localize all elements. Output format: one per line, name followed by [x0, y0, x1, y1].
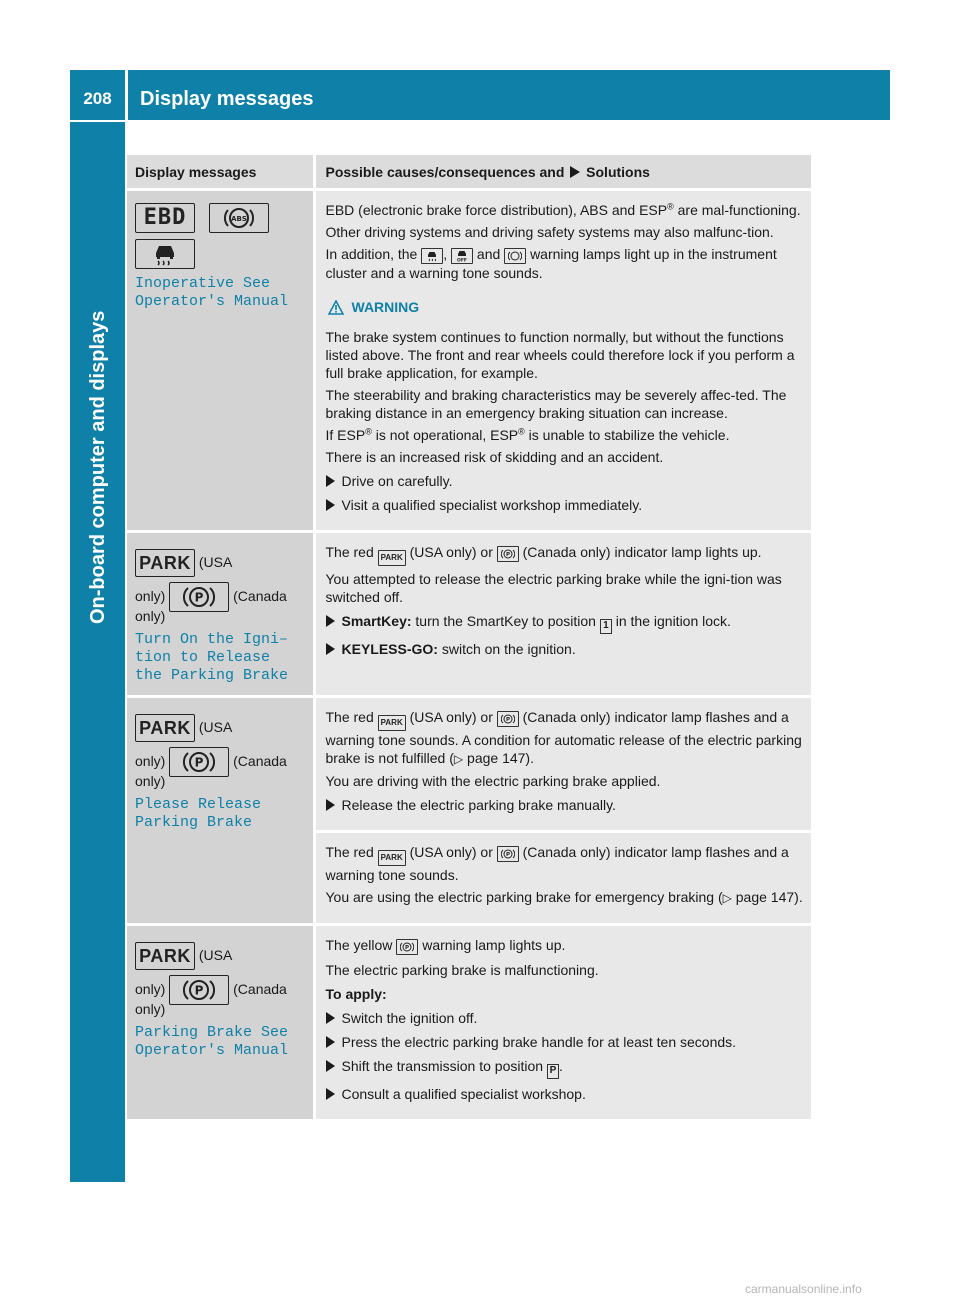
display-cell-turn-on-ignition: PARK (USA only) P (Canada only) Turn On the Igni– tion to Release the Parking Brake: [127, 532, 314, 697]
solutions-cell-malfunction: The yellow P warning lamp lights up. The electric parking brake is malfunctioning. To apply: Switch the ignition off. Press the electric parking brake handle for at least ten seconds. Shift the transmission to position P . Consult a qualified specialist workshop.: [314, 925, 811, 1119]
header-divider: [125, 70, 128, 120]
warning-triangle-icon: [328, 300, 344, 315]
side-tab: [70, 122, 125, 1182]
page-reference-link[interactable]: page 147).: [735, 889, 803, 905]
solution-step: Shift the transmission to position P .: [326, 1057, 804, 1079]
solutions-cell-turn-on-ignition: The red PARK (USA only) or P (Canada only) indicator lamp lights up. You attempted to release the electric parking brake while the igni-tion was switched off. SmartKey: turn the SmartKey to position 1 in the ignition lock. KEYLESS-GO: switch on the ignition.: [314, 532, 811, 697]
warning-heading: WARNING: [328, 298, 804, 316]
solution-step: Visit a qualified specialist workshop immediately.: [326, 496, 804, 514]
column-header-causes-solutions: Possible causes/consequences and Solutions: [314, 155, 811, 190]
side-tab-title: On-board computer and displays: [87, 310, 109, 624]
arrow-icon: [326, 643, 335, 655]
arrow-icon: [326, 1060, 335, 1072]
svg-text:OFF: OFF: [457, 258, 468, 262]
ebd-icon: EBD: [135, 203, 195, 233]
table-row-please-release: [127, 697, 811, 832]
solution-step: Consult a qualified specialist workshop.: [326, 1085, 804, 1103]
display-messages-table: [127, 155, 811, 1119]
display-cell-malfunction: PARK (USA only) P (Canada only) Parking Brake See Operator's Manual: [127, 925, 314, 1119]
arrow-icon: [326, 1036, 335, 1048]
parking-brake-icon: [169, 975, 229, 1005]
parking-brake-small-icon: [497, 711, 519, 727]
key-position-1-icon: 1: [600, 619, 612, 634]
solution-step: SmartKey: turn the SmartKey to position 1 in the ignition lock.: [326, 612, 804, 634]
solutions-cell-please-release-b: The red PARK (USA only) or P (Canada only) indicator lamp flashes and a warning tone sounds. You are using the electric parking brake for emergency braking (▷ page 147).: [314, 832, 811, 925]
parking-brake-icon: [169, 747, 229, 777]
svg-text:P: P: [194, 590, 204, 605]
display-cell-please-release: PARK (USA only) P (Canada only) Please Release Parking Brake: [127, 697, 314, 925]
display-text: Please Release Parking Brake: [135, 796, 262, 831]
park-icon: PARK: [135, 549, 195, 577]
display-cell-ebd: [127, 190, 314, 532]
parking-brake-icon: [169, 582, 229, 612]
arrow-icon: [326, 1012, 335, 1024]
esp-skid-small-icon: [421, 248, 443, 264]
column-header-display-messages: Display messages: [127, 155, 314, 190]
parking-brake-small-icon: [497, 546, 519, 562]
arrow-icon: [326, 499, 335, 511]
display-text: Turn On the Igni– tion to Release the Parking Brake: [135, 631, 289, 684]
arrow-icon: [326, 615, 335, 627]
solutions-cell-ebd: EBD (electronic brake force distribution), ABS and ESP® are mal-functioning. Other driving systems and driving safety systems may also malfunc-tion. In addition, the , OFF and warning lamps light up in the instrument cluster and a warning tone sounds. WARNING The brake system continues to function normally, but without the functions listed above. The front and rear wheels could therefore lock if you perform a full brake application, for example. The steerability and braking characteristics may be severely affec-ted. The braking distance in an emergency braking situation can increase. If ESP® is not operational, ESP® is unable to stabilize the vehicle. There is an increased risk of skidding and an accident. Drive on carefully. Visit a qualified specialist workshop immediately.: [314, 190, 811, 532]
svg-text:P: P: [194, 983, 204, 998]
page-reference-icon: ▷: [722, 891, 732, 905]
table-row-parking-brake-malfunction: [127, 925, 811, 1119]
park-small-icon: PARK: [378, 715, 406, 731]
solution-step: KEYLESS-GO: switch on the ignition.: [326, 640, 804, 658]
parking-brake-small-icon: [396, 939, 418, 955]
svg-text:P: P: [505, 852, 510, 858]
svg-text:P: P: [194, 755, 204, 770]
park-small-icon: PARK: [378, 850, 406, 866]
park-icon: PARK: [135, 942, 195, 970]
esp-skid-icon: [135, 239, 195, 269]
page-number: 208: [83, 89, 112, 108]
solutions-cell-please-release-a: The red PARK (USA only) or P (Canada only) indicator lamp flashes and a warning tone sounds. A condition for automatic release of the electric parking brake is not fulfilled (▷ page 147). You are driving with the electric parking brake applied. Release the electric parking brake manually.: [314, 697, 811, 832]
park-icon: PARK: [135, 714, 195, 742]
svg-text:ABS: ABS: [230, 215, 247, 223]
abs-icon: [209, 203, 269, 233]
watermark: carmanualsonline.info: [745, 1282, 862, 1296]
park-small-icon: PARK: [378, 550, 406, 566]
table-row-ebd-abs-esp: [127, 190, 811, 532]
svg-text:P: P: [405, 945, 410, 951]
svg-text:P: P: [505, 552, 510, 558]
gear-position-p-icon: P: [547, 1064, 559, 1079]
display-text: Inoperative See Operator's Manual: [135, 275, 289, 310]
esp-off-small-icon: [451, 248, 473, 264]
table-row-turn-on-ignition: [127, 532, 811, 697]
display-text: Parking Brake See Operator's Manual: [135, 1024, 289, 1059]
page-reference-icon: ▷: [453, 752, 464, 766]
page-title: Display messages: [140, 88, 314, 110]
arrow-icon: [326, 799, 335, 811]
solution-step: Drive on carefully.: [326, 472, 804, 490]
page-reference-link[interactable]: page 147).: [467, 750, 534, 766]
arrow-icon: [326, 1088, 335, 1100]
abs-small-icon: [504, 248, 526, 264]
svg-text:P: P: [505, 717, 510, 723]
solution-step: Press the electric parking brake handle for at least ten seconds.: [326, 1033, 804, 1051]
parking-brake-small-icon: [497, 846, 519, 862]
solution-step: Release the electric parking brake manually.: [326, 796, 804, 814]
arrow-icon: [570, 166, 580, 178]
arrow-icon: [326, 475, 335, 487]
solution-step: Switch the ignition off.: [326, 1009, 804, 1027]
